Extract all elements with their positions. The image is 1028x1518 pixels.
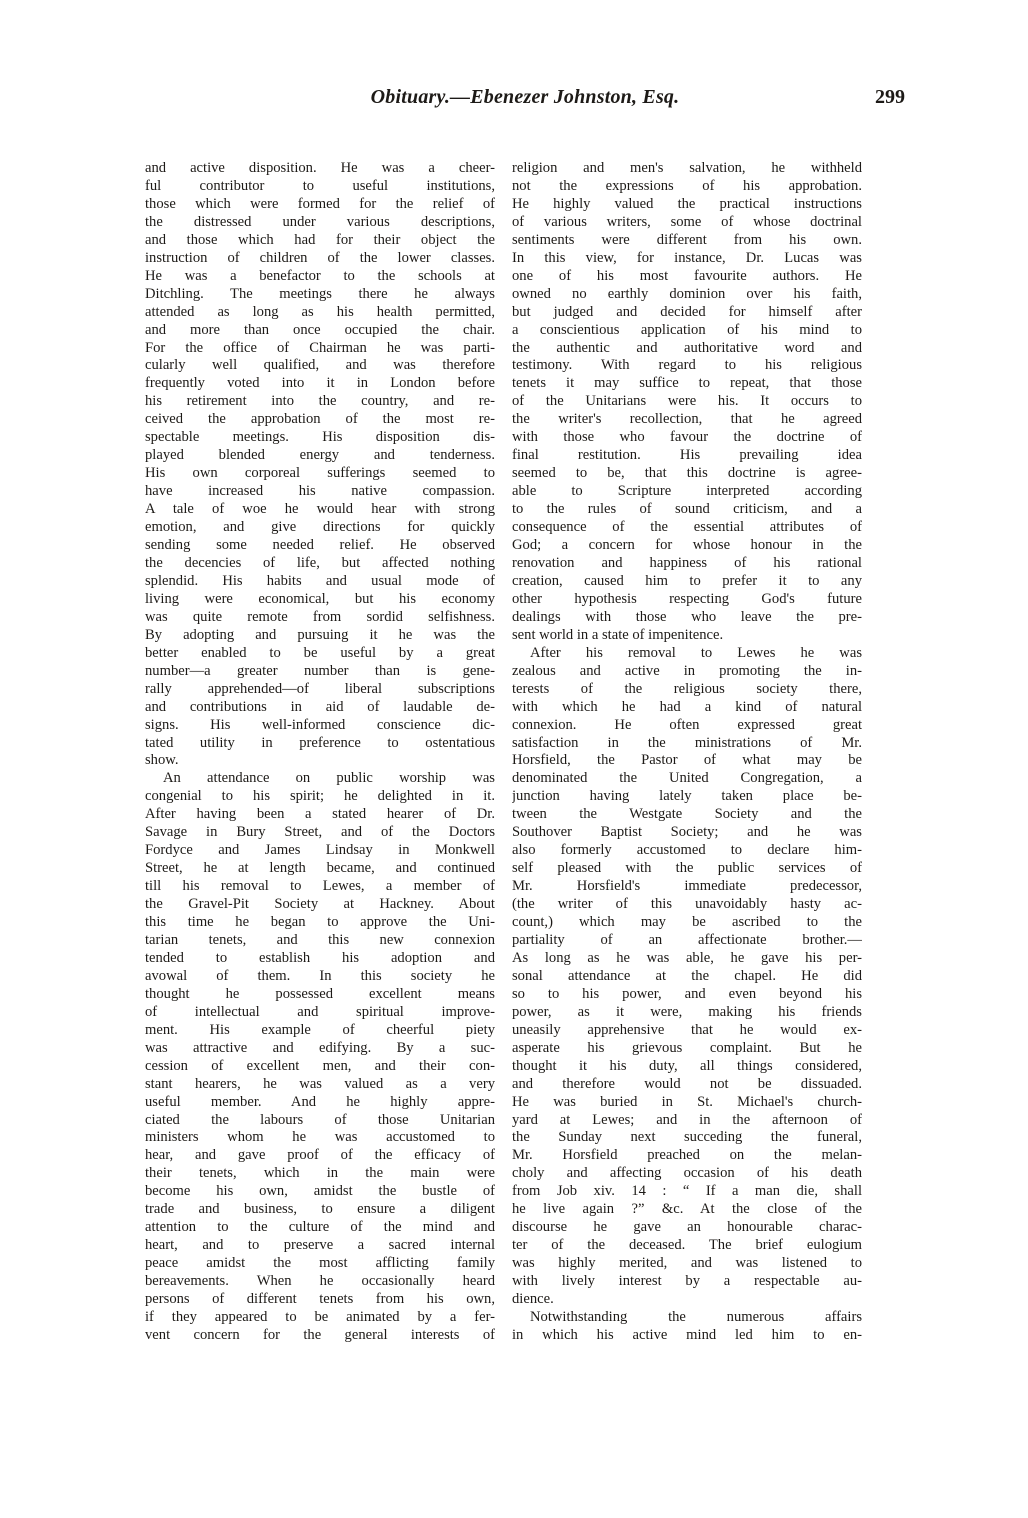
text-line: but judged and decided for himself after xyxy=(512,303,862,320)
text-line: rally apprehended—of liberal subscriptions xyxy=(145,680,495,697)
text-line: the Gravel-Pit Society at Hackney. About xyxy=(145,896,495,913)
text-line: hear, and gave proof of the efficacy of xyxy=(145,1147,495,1164)
text-line: Mr. Horsfield preached on the melan- xyxy=(512,1147,862,1164)
text-line: this time he began to approve the Uni- xyxy=(145,914,495,931)
text-line: better enabled to be useful by a great xyxy=(145,644,495,661)
text-line: avowal of them. In this society he xyxy=(145,967,495,984)
text-line: and active disposition. He was a cheer- xyxy=(145,160,495,176)
text-line: He highly valued the practical instructions xyxy=(512,195,862,212)
text-line: tenets it may suffice to repeat, that those xyxy=(512,375,862,392)
text-line: Mr. Horsfield's immediate predecessor, xyxy=(512,878,862,895)
text-line: bereavements. When he occasionally heard xyxy=(145,1273,495,1290)
text-line: and those which had for their object the xyxy=(145,231,495,248)
text-line: thought it his duty, all things considered, xyxy=(512,1057,862,1074)
text-line: signs. His well-informed conscience dic- xyxy=(145,716,495,733)
text-line: After having been a stated hearer of Dr. xyxy=(145,806,495,823)
text-line: testimony. With regard to his religious xyxy=(512,357,862,374)
text-line: and more than once occupied the chair. xyxy=(145,321,495,338)
text-line: dealings with those who leave the pre- xyxy=(512,608,862,625)
text-line: dience. xyxy=(512,1291,554,1308)
page-header xyxy=(145,86,905,116)
text-line: stant hearers, he was valued as a very xyxy=(145,1075,495,1092)
text-line: ciated the labours of those Unitarian xyxy=(145,1111,495,1128)
text-line: useful member. And he highly appre- xyxy=(145,1093,495,1110)
text-line: owned no earthly dominion over his faith, xyxy=(512,285,862,302)
text-line: congenial to his spirit; he delighted in it. xyxy=(145,788,495,805)
text-line: was highly merited, and was listened to xyxy=(512,1255,862,1272)
text-line: other hypothesis respecting God's future xyxy=(512,590,862,607)
text-line: his retirement into the country, and re- xyxy=(145,393,495,410)
text-line: consequence of the essential attributes of xyxy=(512,519,862,536)
text-line: if they appeared to be animated by a fer- xyxy=(145,1309,495,1325)
text-line: discourse he gave an honourable charac- xyxy=(512,1219,862,1236)
text-line: with those who favour the doctrine of xyxy=(512,429,862,446)
text-line: partiality of an affectionate brother.— xyxy=(512,931,862,948)
text-line: one of his most favourite authors. He xyxy=(512,267,862,284)
text-line: emotion, and give directions for quickly xyxy=(145,519,495,536)
text-line: thought he possessed excellent means xyxy=(145,985,495,1002)
text-line: sentiments were different from his own. xyxy=(512,231,862,248)
text-line: their tenets, which in the main were xyxy=(145,1165,495,1182)
running-head: Obituary.—Ebenezer Johnston, Esq. xyxy=(370,86,680,108)
text-line: able to Scripture interpreted according xyxy=(512,483,862,500)
text-line: the authentic and authoritative word and xyxy=(512,339,862,356)
text-line: God; a concern for whose honour in the xyxy=(512,537,862,554)
text-line: with lively interest by a respectable au- xyxy=(512,1273,862,1290)
text-line: ministers whom he was accustomed to xyxy=(145,1129,495,1146)
text-line: By adopting and pursuing it he was the xyxy=(145,626,495,643)
text-line: a conscientious application of his mind to xyxy=(512,321,862,338)
text-line: in which his active mind led him to en- xyxy=(512,1326,862,1343)
text-line: to the rules of sound criticism, and a xyxy=(512,501,862,518)
text-line: (the writer of this unavoidably hasty ac- xyxy=(512,896,862,913)
page-number: 299 xyxy=(875,86,905,108)
text-line: the writer's recollection, that he agreed xyxy=(512,411,862,428)
text-line: He was a benefactor to the schools at xyxy=(145,267,495,284)
text-line: the distressed under various descriptions, xyxy=(145,213,495,230)
text-line: persons of different tenets from his own, xyxy=(145,1291,495,1308)
text-line: ceived the approbation of the most re- xyxy=(145,411,495,428)
text-line: the Sunday next succeding the funeral, xyxy=(512,1129,862,1146)
text-line: and contributions in aid of laudable de- xyxy=(145,698,495,715)
text-line: His own corporeal sufferings seemed to xyxy=(145,465,495,482)
text-line: terests of the religious society there, xyxy=(512,680,862,697)
text-line: power, as it were, making his friends xyxy=(512,1003,862,1020)
text-line: and therefore would not be dissuaded. xyxy=(512,1075,862,1092)
text-line: Fordyce and James Lindsay in Monkwell xyxy=(145,842,495,859)
text-line: An attendance on public worship was xyxy=(163,770,495,787)
text-line: ment. His example of cheerful piety xyxy=(145,1021,495,1038)
text-line: from Job xiv. 14 : “ If a man die, shall xyxy=(512,1183,862,1200)
text-line: Ditchling. The meetings there he always xyxy=(145,285,495,302)
text-line: not the expressions of his approbation. xyxy=(512,177,862,194)
text-line: cularly well qualified, and was therefore xyxy=(145,357,495,374)
text-line: self pleased with the public services of xyxy=(512,860,862,877)
text-line: denominated the United Congregation, a xyxy=(512,770,862,787)
text-line: vent concern for the general interests of xyxy=(145,1326,495,1343)
text-line: Horsfield, the Pastor of what may be xyxy=(512,752,862,769)
text-line: satisfaction in the ministrations of Mr. xyxy=(512,734,862,751)
text-line: played blended energy and tenderness. xyxy=(145,447,495,464)
text-line: number—a greater number than is gene- xyxy=(145,662,495,679)
text-line: cession of excellent men, and their con- xyxy=(145,1057,495,1074)
text-line: ful contributor to useful institutions, xyxy=(145,177,495,194)
text-line: Southover Baptist Society; and he was xyxy=(512,824,862,841)
text-line: so to his power, and even beyond his xyxy=(512,985,862,1002)
text-line: creation, caused him to prefer it to any xyxy=(512,572,862,589)
text-line: also formerly accustomed to declare him- xyxy=(512,842,862,859)
text-line: show. xyxy=(145,752,179,769)
text-line: count,) which may be ascribed to the xyxy=(512,914,862,931)
text-line: peace amidst the most afflicting family xyxy=(145,1255,495,1272)
text-line: become his own, amidst the bustle of xyxy=(145,1183,495,1200)
text-line: Notwithstanding the numerous affairs xyxy=(530,1309,862,1325)
text-line: sending some needed relief. He observed xyxy=(145,537,495,554)
text-line: trade and business, to ensure a diligent xyxy=(145,1201,495,1218)
text-line: tarian tenets, and this new connexion xyxy=(145,931,495,948)
text-line: As long as he was able, he gave his per- xyxy=(512,949,862,966)
text-line: splendid. His habits and usual mode of xyxy=(145,572,495,589)
text-line: have increased his native compassion. xyxy=(145,483,495,500)
text-line: tween the Westgate Society and the xyxy=(512,806,862,823)
text-line: he live again ?” &c. At the close of the xyxy=(512,1201,862,1218)
text-line: religion and men's salvation, he withheld xyxy=(512,160,862,176)
text-line: attended as long as his health permitted, xyxy=(145,303,495,320)
text-line: living were economical, but his economy xyxy=(145,590,495,607)
text-line: heart, and to preserve a sacred internal xyxy=(145,1237,495,1254)
text-line: A tale of woe he would hear with strong xyxy=(145,501,495,518)
text-line: spectable meetings. His disposition dis- xyxy=(145,429,495,446)
text-line: of intellectual and spiritual improve- xyxy=(145,1003,495,1020)
text-line: with which he had a kind of natural xyxy=(512,698,862,715)
text-line: frequently voted into it in London before xyxy=(145,375,495,392)
text-line: was attractive and edifying. By a suc- xyxy=(145,1039,495,1056)
text-line: After his removal to Lewes he was xyxy=(530,644,862,661)
text-line: In this view, for instance, Dr. Lucas was xyxy=(512,249,862,266)
text-line: asperate his grievous complaint. But he xyxy=(512,1039,862,1056)
text-line: instruction of children of the lower classes. xyxy=(145,249,495,266)
text-line: Street, he at length became, and continued xyxy=(145,860,495,877)
text-line: junction having lately taken place be- xyxy=(512,788,862,805)
left-column xyxy=(145,160,495,1345)
text-line: sonal attendance at the chapel. He did xyxy=(512,967,862,984)
text-line: attention to the culture of the mind and xyxy=(145,1219,495,1236)
text-line: connexion. He often expressed great xyxy=(512,716,862,733)
text-line: of various writers, some of whose doctrinal xyxy=(512,213,862,230)
text-line: He was buried in St. Michael's church- xyxy=(512,1093,862,1110)
text-line: sent world in a state of impenitence. xyxy=(512,626,724,643)
text-line: choly and affecting occasion of his death xyxy=(512,1165,862,1182)
text-line: Savage in Bury Street, and of the Doctors xyxy=(145,824,495,841)
text-line: seemed to be, that this doctrine is agree- xyxy=(512,465,862,482)
text-line: final restitution. His prevailing idea xyxy=(512,447,862,464)
text-line: For the office of Chairman he was parti- xyxy=(145,339,495,356)
text-line: till his removal to Lewes, a member of xyxy=(145,878,495,895)
text-line: of the Unitarians were his. It occurs to xyxy=(512,393,862,410)
right-column xyxy=(512,160,862,1345)
text-line: tended to establish his adoption and xyxy=(145,949,495,966)
text-line: tated utility in preference to ostentatious xyxy=(145,734,495,751)
text-line: was quite remote from sordid selfishness. xyxy=(145,608,495,625)
text-line: renovation and happiness of his rational xyxy=(512,554,862,571)
text-line: ter of the deceased. The brief eulogium xyxy=(512,1237,862,1254)
text-line: those which were formed for the relief of xyxy=(145,195,495,212)
text-line: uneasily apprehensive that he would ex- xyxy=(512,1021,862,1038)
text-line: the decencies of life, but affected nothing xyxy=(145,554,495,571)
text-line: zealous and active in promoting the in- xyxy=(512,662,862,679)
text-line: yard at Lewes; and in the afternoon of xyxy=(512,1111,862,1128)
